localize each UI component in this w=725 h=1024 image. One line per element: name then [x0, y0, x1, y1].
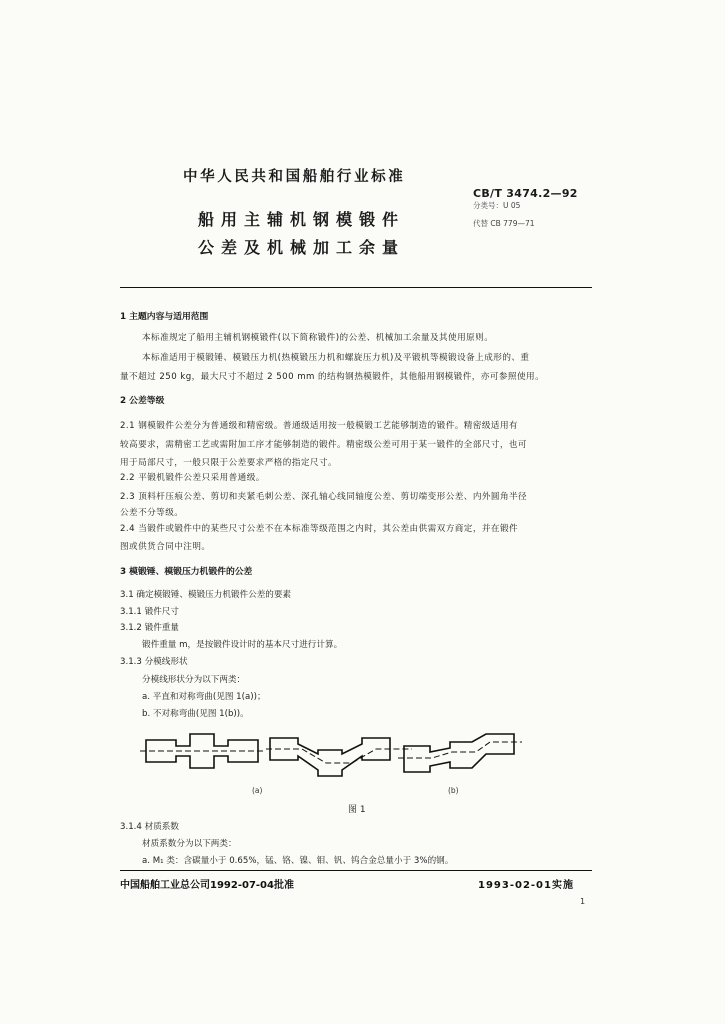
clause-3-1-1: 3.1.1 锻件尺寸 [120, 607, 179, 617]
clause-2-3-line2: 公差不分等级。 [120, 508, 184, 518]
clause-2-1-line3: 用于局部尺寸，一般只限于公差要求严格的指定尺寸。 [120, 458, 338, 468]
parting-line-asymmetric [398, 742, 522, 758]
clause-3-1-4: 3.1.4 材质系数 [120, 822, 179, 832]
figure-label-b: (b) [448, 786, 459, 795]
clause-3-1-4-text: 材质系数分为以下两类： [142, 839, 237, 849]
forging-outline-symmetric [270, 738, 390, 776]
approval-date: 中国船舶工业总公司1992-07-04批准 [120, 880, 294, 891]
forging-drawing-flat [140, 734, 264, 768]
clause-3-1-3: 3.1.3 分模线形状 [120, 657, 188, 667]
figure-1-parting-line-drawings [130, 728, 530, 788]
section-1-paragraph-1: 本标准规定了船用主辅机钢模锻件(以下简称锻件)的公差、机械加工余量及其使用原则。 [142, 333, 494, 343]
clause-3-1-3-text: 分模线形状分为以下两类： [142, 675, 246, 685]
clause-3-1-4-item-a: a. M₁ 类：含碳量小于 0.65%，锰、铬、镍、钼、钒、钨合金总量小于 3%的钢。 [142, 856, 454, 866]
forging-outline-asymmetric [404, 734, 514, 772]
header-divider [120, 287, 592, 288]
clause-3-1: 3.1 确定模锻锤、模锻压力机锻件公差的要素 [120, 590, 292, 600]
clause-3-1-3-item-b: b. 不对称弯曲(见图 1(b))。 [142, 709, 249, 719]
document-title-line2: 公差及机械加工余量 [198, 238, 406, 257]
clause-3-1-3-item-a: a. 平直和对称弯曲(见图 1(a))； [142, 692, 266, 702]
implementation-date: 1993-02-01实施 [478, 880, 574, 891]
clause-2-1-line1: 2.1 钢模锻件公差分为普通级和精密级。普通级适用按一般模锻工艺能够制造的锻件。精密级适用有 [120, 421, 519, 431]
figure-caption: 图 1 [348, 805, 366, 815]
figure-label-a: (a) [252, 786, 263, 795]
section-1-paragraph-2-line2: 量不超过 250 kg，最大尺寸不超过 2 500 mm 的结构钢热模锻件，其他船用钢模锻件，亦可参照使用。 [120, 372, 545, 382]
footer-divider [120, 870, 592, 871]
section-1-title: 1 主题内容与适用范围 [120, 312, 209, 322]
clause-3-1-2-text: 锻件重量 m，是按锻件设计时的基本尺寸进行计算。 [142, 640, 343, 650]
forging-drawing-symmetric [266, 738, 412, 776]
standard-code: CB/T 3474.2—92 [473, 187, 578, 200]
section-2-title: 2 公差等级 [120, 396, 165, 406]
page-number: 1 [580, 897, 586, 906]
document-title-line1: 船用主辅机钢模锻件 [198, 210, 406, 229]
classification-number: 分类号：U 05 [473, 201, 521, 210]
issuing-organization: 中华人民共和国船舶行业标准 [183, 169, 406, 185]
clause-2-2: 2.2 平锻机锻件公差只采用普通级。 [120, 473, 265, 483]
section-3-title: 3 模锻锤、模锻压力机锻件的公差 [120, 567, 253, 577]
clause-2-3-line1: 2.3 顶料杆压痕公差、剪切和夹紧毛刺公差、深孔轴心线同轴度公差、剪切端变形公差、内外圆角半径 [120, 492, 528, 502]
clause-2-1-line2: 较高要求，需精密工艺或需附加工序才能够制造的锻件。精密级公差可用于某一锻件的全部尺寸，也可 [120, 440, 527, 450]
clause-2-4-line1: 2.4 当锻件或锻件中的某些尺寸公差不在本标准等级范围之内时，其公差由供需双方商定，并在锻件 [120, 524, 519, 534]
clause-3-1-2: 3.1.2 锻件重量 [120, 623, 179, 633]
clause-2-4-line2: 图或供货合同中注明。 [120, 542, 211, 552]
section-1-paragraph-2-line1: 本标准适用于模锻锤、模锻压力机(热模锻压力机和螺旋压力机)及平锻机等模锻设备上成形的、重 [142, 353, 530, 363]
forging-drawing-asymmetric [398, 734, 522, 772]
replaces-standard: 代替 CB 779—71 [473, 219, 535, 228]
